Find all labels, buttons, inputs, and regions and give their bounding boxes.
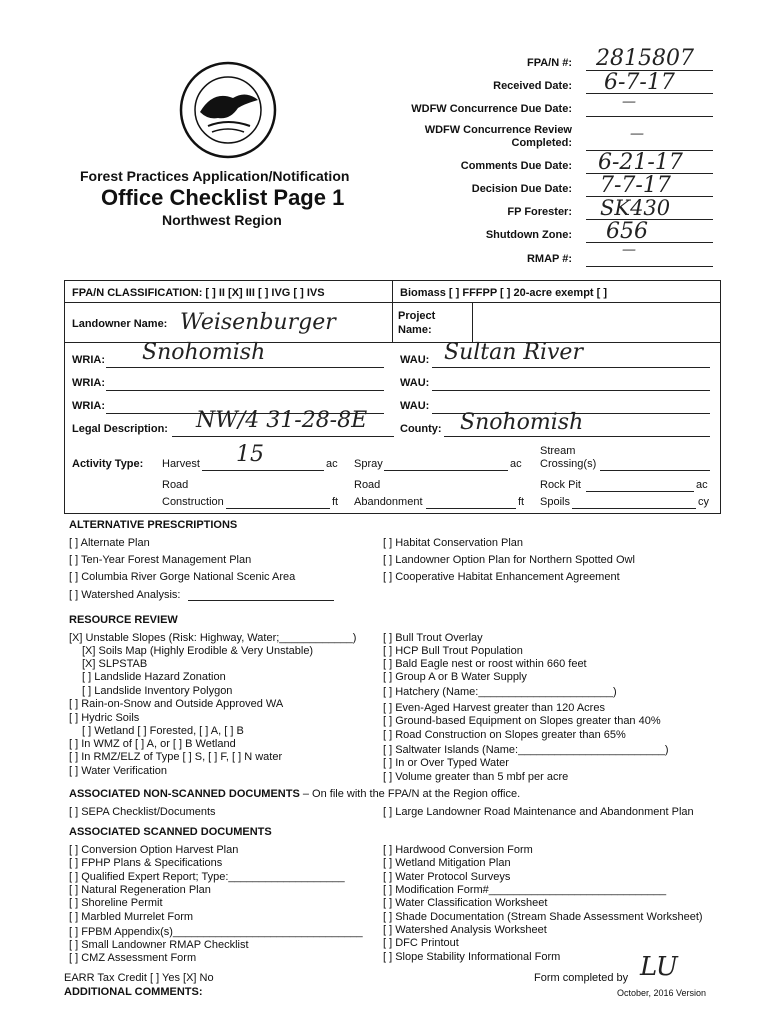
shutdown-value: 656 (606, 219, 648, 244)
fpan-label: FPA/N #: (526, 57, 572, 69)
scanned-right-5: [ ] Shade Documentation (Stream Shade Assessment Worksheet) (383, 911, 703, 923)
resource-left-7: [ ] Wetland [ ] Forested, [ ] A, [ ] B (82, 725, 244, 737)
additional-comments: ADDITIONAL COMMENTS: (64, 986, 203, 998)
scanned-right-7: [ ] DFC Printout (383, 937, 459, 949)
alt-left-0: [ ] Alternate Plan (69, 537, 150, 549)
resource-left-2: [X] SLPSTAB (82, 658, 148, 670)
construction-ft: ft (332, 496, 339, 508)
title-line2: Office Checklist Page 1 (101, 185, 345, 210)
wdfw-review-label2: Completed: (511, 137, 572, 149)
fpan-value: 2815807 (596, 46, 694, 71)
comments-value: 6-21-17 (598, 150, 683, 175)
resource-left-10: [ ] Water Verification (69, 765, 168, 777)
resource-left-1: [X] Soils Map (Highly Erodible & Very Unstable) (82, 645, 314, 657)
nonscanned-right: [ ] Large Landowner Road Maintenance and Abandonment Plan (383, 806, 694, 818)
received-label: Received Date: (493, 80, 572, 92)
classification-label: FPA/N CLASSIFICATION: [ ] II [X] III [ ] IVG [ ] IVS (72, 287, 325, 299)
project-label2: Name: (398, 324, 432, 336)
road-label: Road (162, 479, 189, 491)
legal-value: NW/4 31-28-8E (196, 408, 368, 433)
stream-label1: Stream (540, 445, 576, 457)
resource-left-3: [ ] Landslide Hazard Zonation (82, 671, 226, 683)
resource-right-6: [ ] Ground-based Equipment on Slopes greater than 40% (383, 715, 661, 727)
construction-label: Construction (162, 496, 224, 508)
scanned-left-0: [ ] Conversion Option Harvest Plan (69, 844, 239, 856)
forester-value: SK430 (600, 196, 671, 220)
wau-label-1: WAU: (400, 354, 430, 366)
biomass-label: Biomass [ ] FFFPP [ ] 20-acre exempt [ ] (400, 287, 608, 299)
project-label1: Project (398, 310, 436, 322)
alt-heading: ALTERNATIVE PRESCRIPTIONS (69, 519, 238, 531)
resource-left-9: [ ] In RMZ/ELZ of Type [ ] S, [ ] F, [ ] N water (69, 751, 283, 763)
harvest-value: 15 (236, 442, 264, 467)
nonscanned-heading: ASSOCIATED NON-SCANNED DOCUMENTS (69, 788, 300, 800)
nonscanned-tail: – On file with the FPA/N at the Region office. (299, 788, 521, 800)
wria-label-3: WRIA: (72, 400, 105, 412)
resource-right-5: [ ] Even-Aged Harvest greater than 120 Acres (383, 702, 605, 714)
resource-right-8: [ ] Saltwater Islands (Name:________________________) (383, 744, 669, 756)
abandonment-ft: ft (518, 496, 525, 508)
scanned-left-2: [ ] Qualified Expert Report; Type:___________________ (69, 871, 345, 883)
scanned-right-6: [ ] Watershed Analysis Worksheet (383, 924, 547, 936)
resource-heading: RESOURCE REVIEW (69, 614, 178, 626)
scanned-right-3: [ ] Modification Form#_____________________________ (383, 884, 667, 896)
rockpit-label: Rock Pit (540, 479, 581, 491)
alt-right-0: [ ] Habitat Conservation Plan (383, 537, 524, 549)
scanned-left-5: [ ] Marbled Murrelet Form (69, 911, 194, 923)
resource-right-0: [ ] Bull Trout Overlay (383, 632, 483, 644)
resource-right-3: [ ] Group A or B Water Supply (383, 671, 527, 683)
spray-label: Spray (354, 458, 383, 470)
alt-right-2: [ ] Cooperative Habitat Enhancement Agreement (383, 571, 620, 583)
road-label-2: Road (354, 479, 381, 491)
resource-left-0: [X] Unstable Slopes (Risk: Highway, Water;____________) (69, 632, 357, 644)
scanned-right-4: [ ] Water Classification Worksheet (383, 897, 548, 909)
title-line3: Northwest Region (162, 212, 282, 228)
alt-right-1: [ ] Landowner Option Plan for Northern Spotted Owl (383, 554, 635, 566)
wria-label-1: WRIA: (72, 354, 105, 366)
spoils-label: Spoils (540, 496, 570, 508)
scanned-right-0: [ ] Hardwood Conversion Form (383, 844, 533, 856)
scanned-left-8: [ ] CMZ Assessment Form (69, 952, 197, 964)
scanned-right-8: [ ] Slope Stability Informational Form (383, 951, 561, 963)
wau-label-2: WAU: (400, 377, 430, 389)
signature: LU (640, 952, 678, 982)
county-label: County: (400, 423, 442, 435)
activity-label: Activity Type: (72, 458, 144, 470)
scanned-left-4: [ ] Shoreline Permit (69, 897, 163, 909)
version: October, 2016 Version (617, 988, 707, 998)
resource-left-4: [ ] Landslide Inventory Polygon (82, 685, 233, 697)
rmap-label: RMAP #: (526, 253, 572, 265)
decision-label: Decision Due Date: (471, 183, 572, 195)
county-value: Snohomish (460, 410, 584, 435)
rmap-value: — (622, 242, 636, 258)
comments-label: Comments Due Date: (460, 160, 572, 172)
legal-label: Legal Description: (72, 423, 168, 435)
form-completed-by: Form completed by (534, 972, 629, 984)
resource-right-4: [ ] Hatchery (Name:______________________) (383, 686, 617, 698)
scanned-left-7: [ ] Small Landowner RMAP Checklist (69, 939, 249, 951)
scanned-left-6: [ ] FPBM Appendix(s)_______________________________ (69, 926, 363, 938)
wau-label-3: WAU: (400, 400, 430, 412)
nonscanned-row (69, 788, 520, 800)
shutdown-label: Shutdown Zone: (485, 229, 572, 241)
wau-value-1: Sultan River (444, 340, 583, 365)
resource-left-8: [ ] In WMZ of [ ] A, or [ ] B Wetland (69, 738, 236, 750)
wdfw-review-label1: WDFW Concurrence Review (424, 124, 572, 136)
wdfw-due-value: — (622, 94, 636, 110)
title-line1: Forest Practices Application/Notification (80, 168, 350, 184)
harvest-ac: ac (326, 458, 338, 470)
alt-left-3: [ ] Watershed Analysis: (69, 589, 181, 601)
resource-left-5: [ ] Rain-on-Snow and Outside Approved WA (69, 698, 284, 710)
dnr-seal (178, 60, 278, 160)
decision-value: 7-7-17 (600, 173, 671, 198)
resource-right-9: [ ] In or Over Typed Water (383, 757, 509, 769)
rockpit-ac: ac (696, 479, 708, 491)
scanned-right-1: [ ] Wetland Mitigation Plan (383, 857, 511, 869)
landowner-value: Weisenburger (180, 310, 336, 335)
stream-label2: Crossing(s) (540, 458, 597, 470)
received-value: 6-7-17 (604, 70, 675, 95)
resource-right-10: [ ] Volume greater than 5 mbf per acre (383, 771, 569, 783)
wdfw-review-value: — (630, 126, 644, 142)
scanned-left-3: [ ] Natural Regeneration Plan (69, 884, 211, 896)
wdfw-due-label: WDFW Concurrence Due Date: (411, 103, 572, 115)
scanned-left-1: [ ] FPHP Plans & Specifications (69, 857, 223, 869)
resource-right-2: [ ] Bald Eagle nest or roost within 660 feet (383, 658, 587, 670)
resource-left-6: [ ] Hydric Soils (69, 712, 140, 724)
abandonment-label: Abandonment (354, 496, 423, 508)
alt-left-1: [ ] Ten-Year Forest Management Plan (69, 554, 252, 566)
spoils-cy: cy (698, 496, 709, 508)
resource-right-7: [ ] Road Construction on Slopes greater than 65% (383, 729, 626, 741)
alt-left-2: [ ] Columbia River Gorge National Scenic Area (69, 571, 296, 583)
landowner-label: Landowner Name: (72, 318, 168, 330)
nonscanned-left: [ ] SEPA Checklist/Documents (69, 806, 216, 818)
scanned-right-2: [ ] Water Protocol Surveys (383, 871, 511, 883)
forester-label: FP Forester: (507, 206, 572, 218)
resource-right-1: [ ] HCP Bull Trout Population (383, 645, 523, 657)
scanned-heading: ASSOCIATED SCANNED DOCUMENTS (69, 826, 272, 838)
earr-tax-credit: EARR Tax Credit [ ] Yes [X] No (64, 972, 214, 984)
wria-label-2: WRIA: (72, 377, 105, 389)
wria-value-1: Snohomish (142, 340, 266, 365)
harvest-label: Harvest (162, 458, 200, 470)
spray-ac: ac (510, 458, 522, 470)
